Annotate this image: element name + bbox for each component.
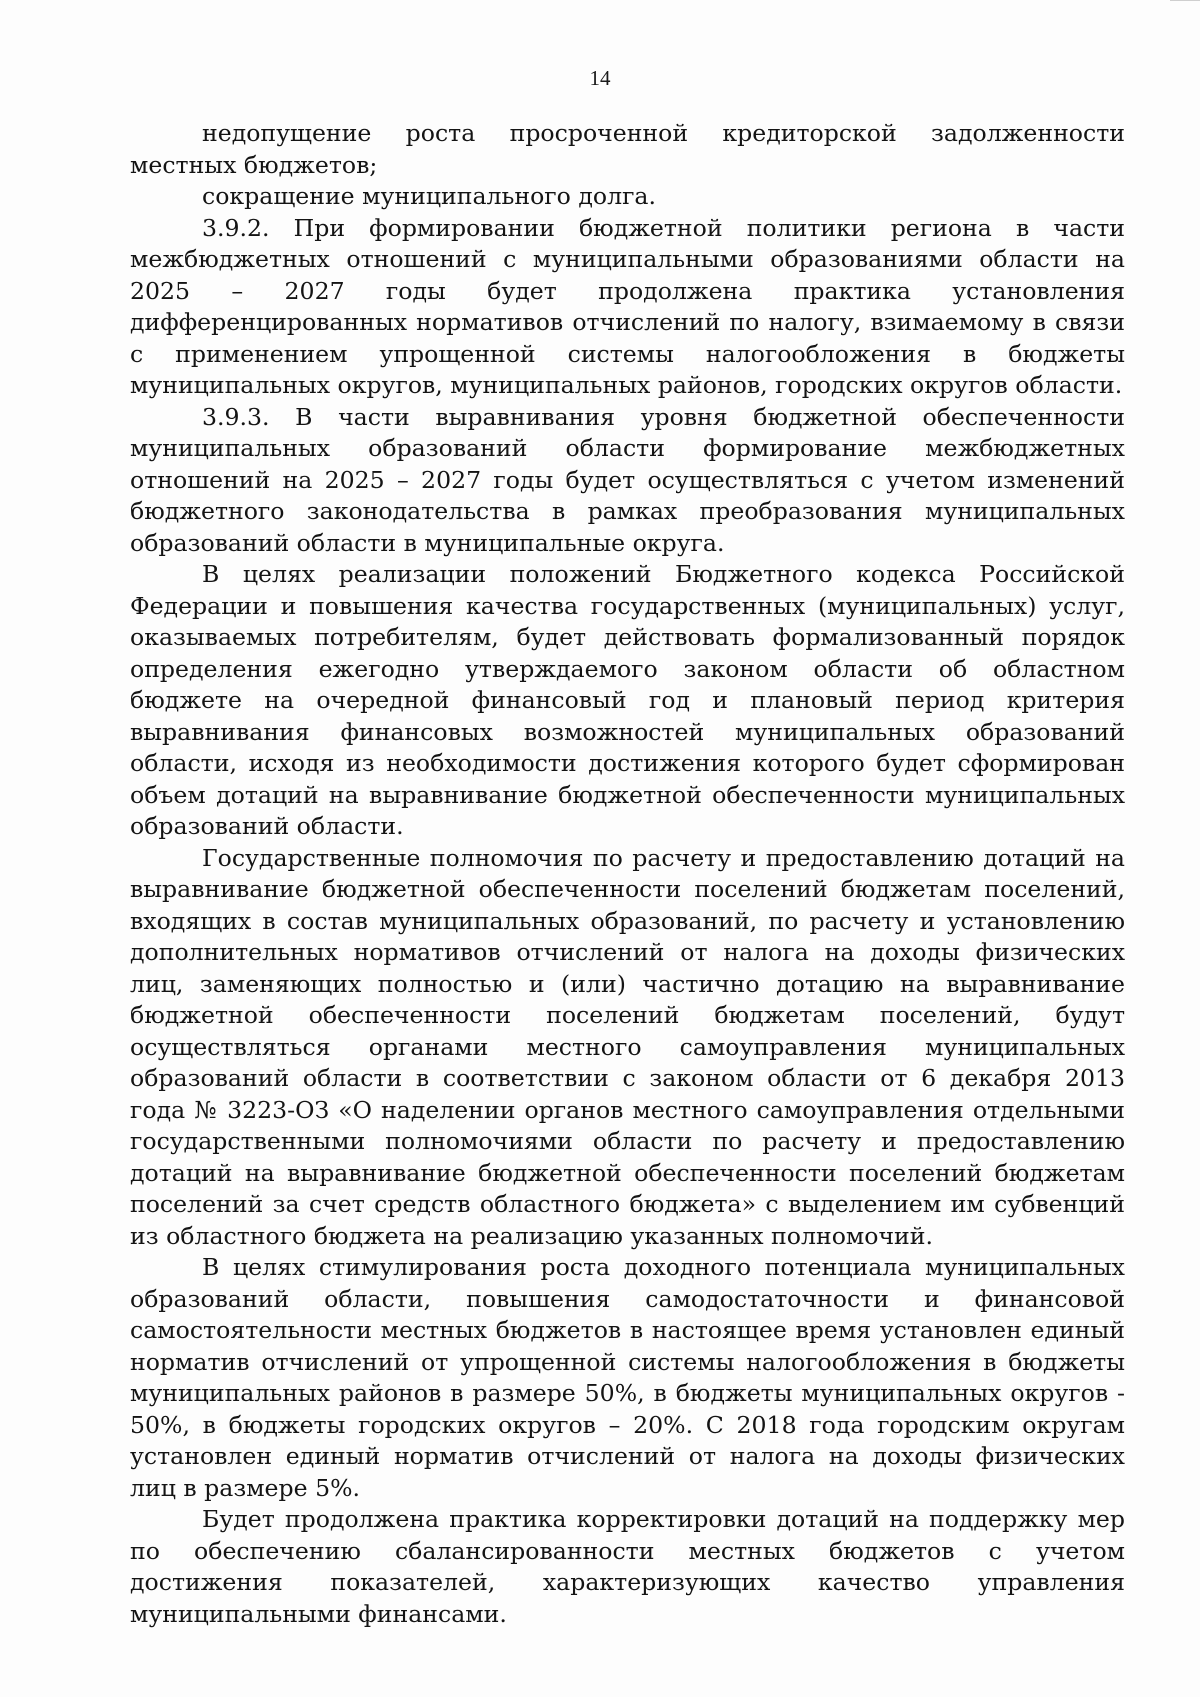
paragraph-stimulating-revenue: В целях стимулирования роста доходного потенциала муниципальных образований области, повышения самодостаточности и финансовой самостоятельности местных бюджетов в настоящее время установлен единый норматив отчислений от упрощенной системы налогообложения в бюджеты муниципальных районов в размере 50%, в бюджеты муниципальных округов - 50%, в бюджеты городских округов – 20%. С 2018 года городским округам установлен единый норматив отчислений от налога на доходы физических лиц в размере 5%.	[130, 1253, 1125, 1502]
paragraph-subsidy-correction: Будет продолжена практика корректировки дотаций на поддержку мер по обеспечению сбалансированности местных бюджетов с учетом достижения показателей, характеризующих качество управления муниципальными финансами.	[130, 1505, 1125, 1628]
paragraph-2: сокращение муниципального долга.	[202, 182, 656, 210]
paragraph-3-9-3: 3.9.3. В части выравнивания уровня бюджетной обеспеченности муниципальных образований области формирование межбюджетных отношений на 2025 – 2027 годы будет осуществляться с учетом изменений бюджетного законодательства в рамках преобразования муниципальных образований области в муниципальные округа.	[130, 402, 1125, 557]
paragraph-1: недопущение роста просроченной кредиторской задолженности местных бюджетов;	[130, 119, 1125, 179]
document-body	[130, 118, 1125, 1630]
paragraph-equalization-criterion: В целях реализации положений Бюджетного кодекса Российской Федерации и повышения качества государственных (муниципальных) услуг, оказываемых потребителям, будет действовать формализованный порядок определения ежегодно утверждаемого законом области об областном бюджете на очередной финансовый год и плановый период критерия выравнивания финансовых возможностей муниципальных образований области, исходя из необходимости достижения которого будет сформирован объем дотаций на выравнивание бюджетной обеспеченности муниципальных образований области.	[130, 560, 1125, 840]
page-number: 14	[589, 66, 611, 90]
paragraph-3-9-2: 3.9.2. При формировании бюджетной политики региона в части межбюджетных отношений с муниципальными образованиями области на 2025 – 2027 годы будет продолжена практика установления дифференцированных нормативов отчислений по налогу, взимаемому в связи с применением упрощенной системы налогообложения в бюджеты муниципальных округов, муниципальных районов, городских округов области.	[130, 213, 1125, 399]
scan-corner-mark	[1170, 0, 1200, 7]
paragraph-state-powers: Государственные полномочия по расчету и предоставлению дотаций на выравнивание бюджетной обеспеченности поселений бюджетам поселений, входящих в состав муниципальных образований, по расчету и установлению дополнительных нормативов отчислений от налога на доходы физических лиц, заменяющих полностью и (или) частично дотацию на выравнивание бюджетной обеспеченности поселений бюджетам поселений, будут осуществляться органами местного самоуправления муниципальных образований области в соответствии с законом области от 6 декабря 2013 года № 3223-ОЗ «О наделении органов местного самоуправления отдельными государственными полномочиями области по расчету и предоставлению дотаций на выравнивание бюджетной обеспеченности поселений бюджетам поселений за счет средств областного бюджета» с выделением им субвенций из областного бюджета на реализацию указанных полномочий.	[130, 843, 1125, 1250]
